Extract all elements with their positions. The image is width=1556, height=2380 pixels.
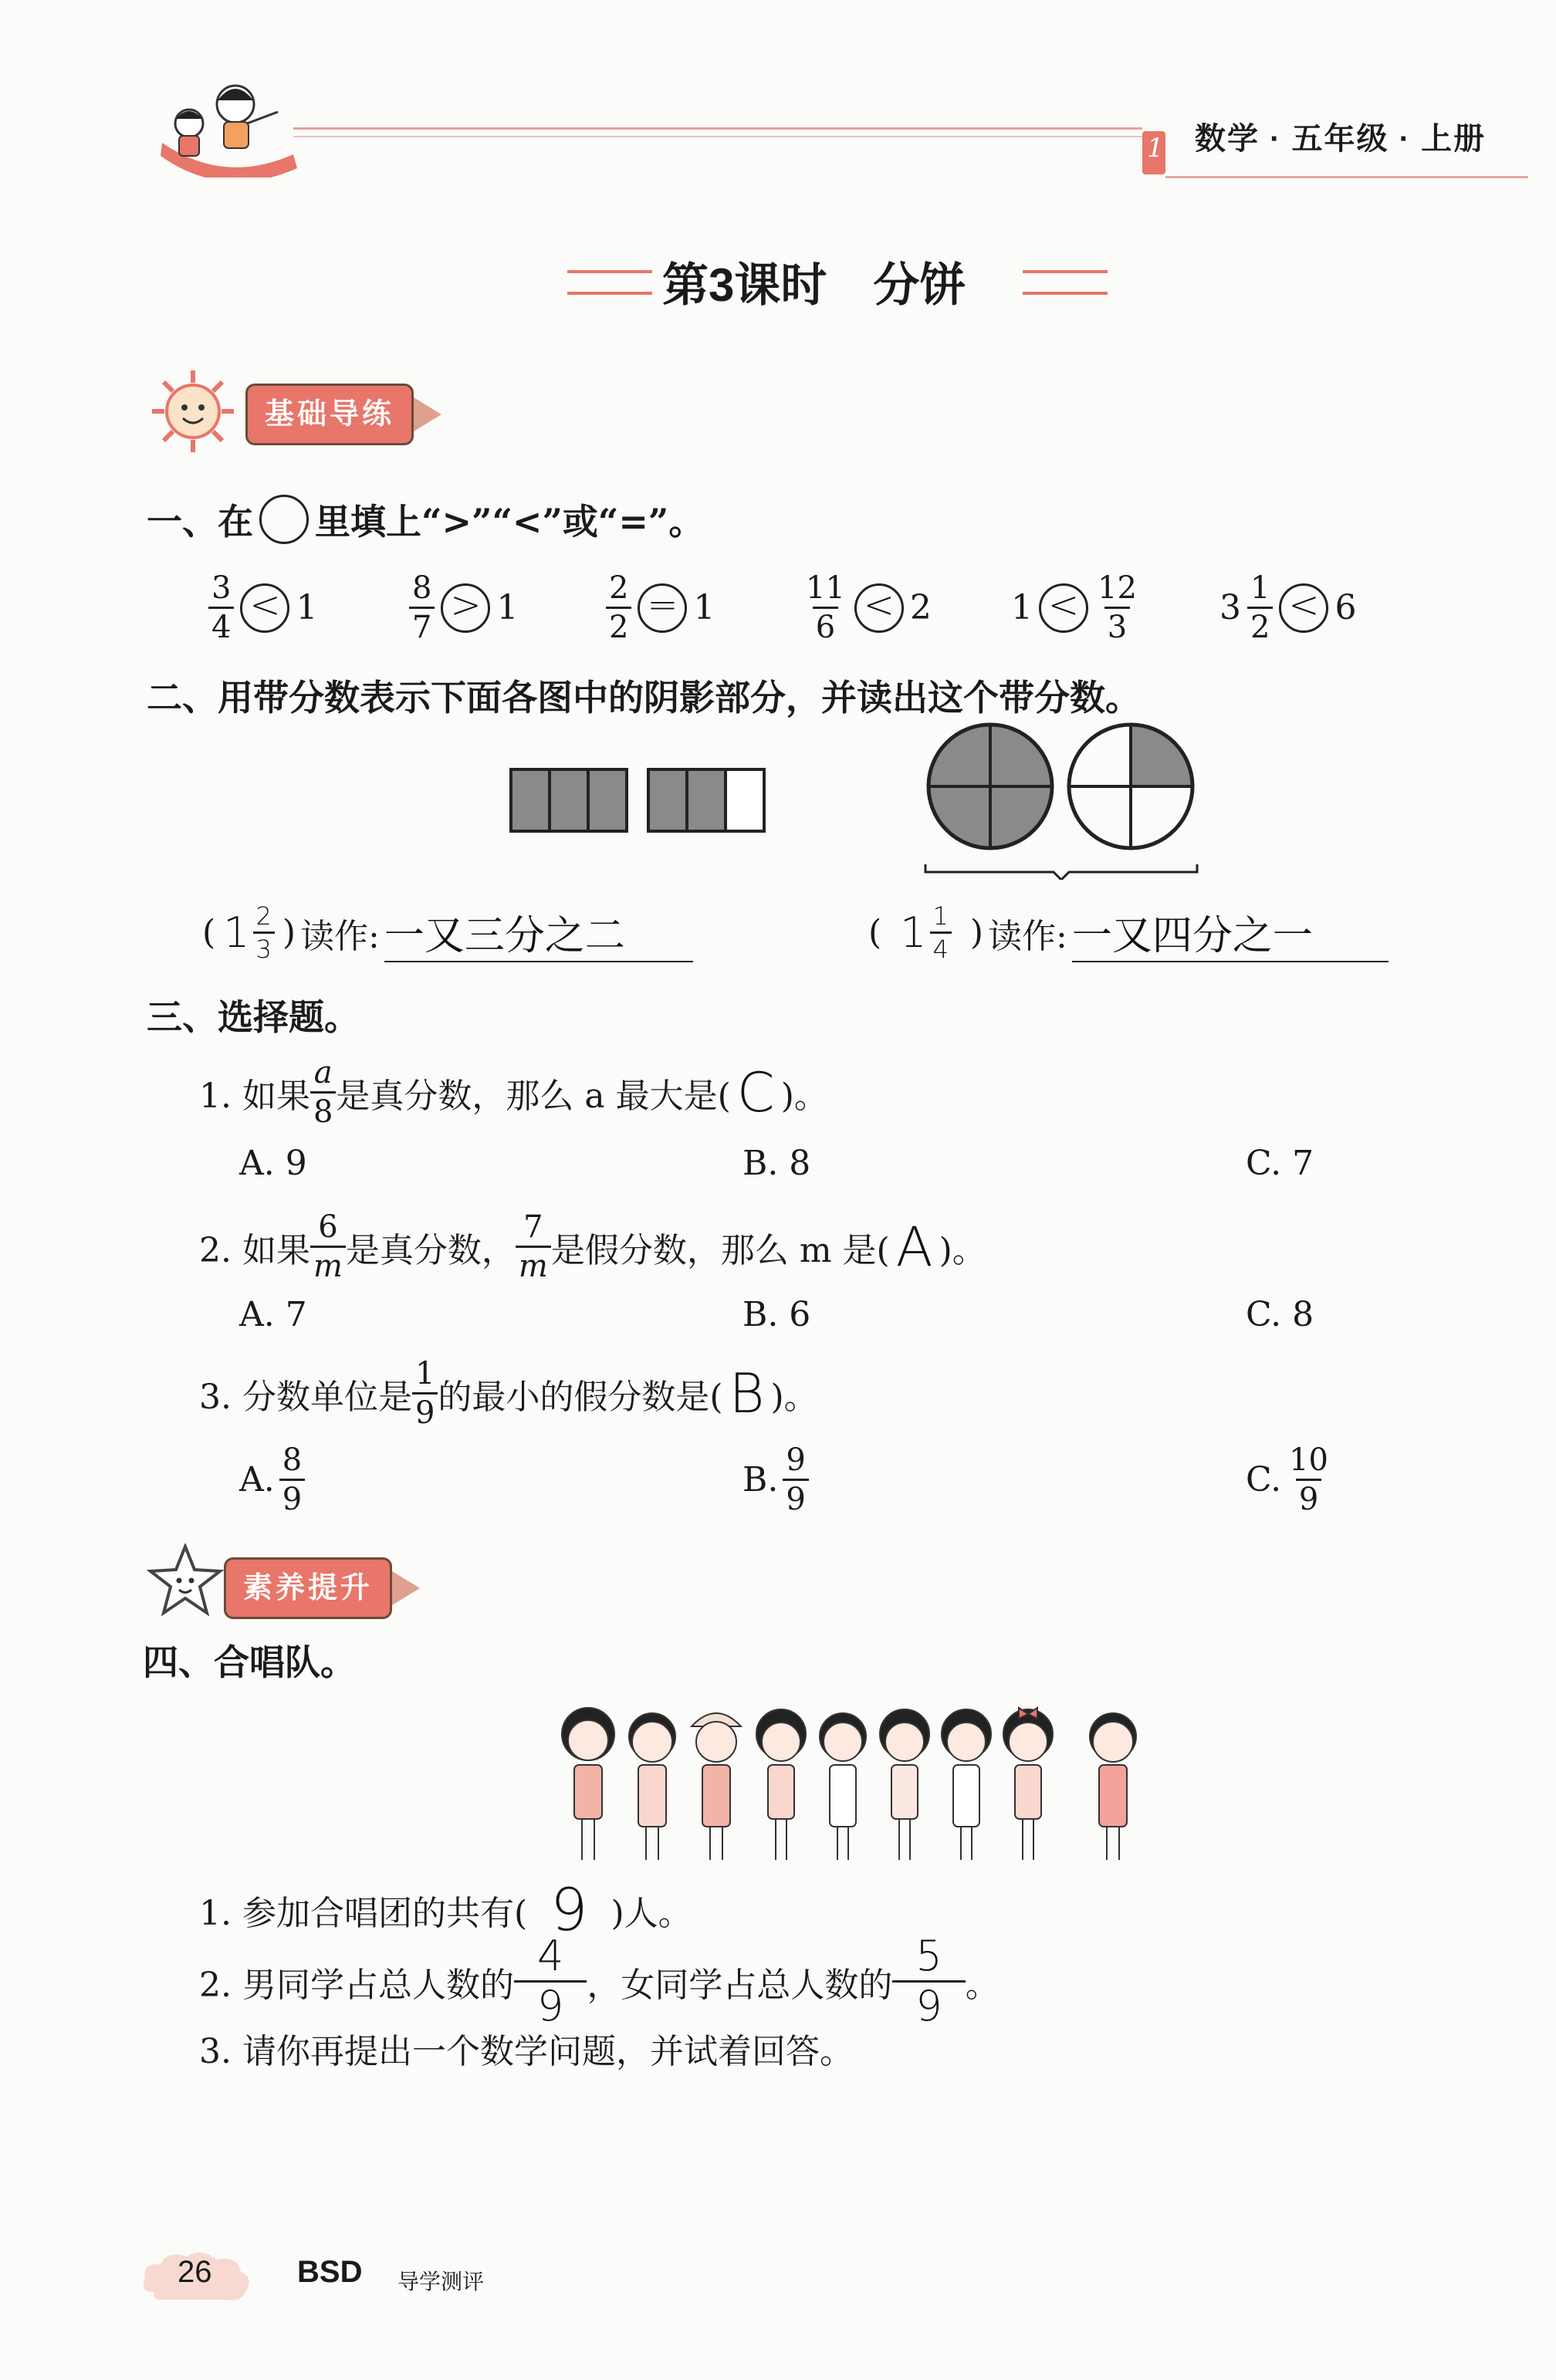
header-rule-lower — [293, 136, 1142, 137]
q3-prompt: 三、选择题。 — [147, 996, 360, 1038]
q4-item-2: 2. 男同学占总人数的 $\frac{4}{9}$ ，女同学占总人数的 $\frac{5}{9}$ 。 — [199, 1932, 1000, 2030]
option-a: A. $\frac{8}{9}$ — [239, 1445, 305, 1515]
q2-prompt: 二、用带分数表示下面各图中的阴影部分，并读出这个带分数。 — [147, 677, 1141, 718]
q1-item-3: $\frac{2}{2}$ = 1 — [606, 573, 715, 643]
handwritten-answer[interactable]: 9 — [550, 1875, 588, 1944]
reading-field[interactable]: 一又四分之一 — [1072, 903, 1389, 962]
fraction: $\frac{11}{6}$ — [806, 570, 845, 645]
figure-circles — [922, 722, 1200, 880]
fraction: $\frac{12}{3}$ — [1098, 570, 1137, 645]
fraction: $\frac{3}{4}$ — [208, 573, 234, 643]
handwritten-fraction[interactable]: $\frac{5}{9}$ — [892, 1935, 965, 2027]
pencil-tip-icon — [392, 1571, 420, 1605]
handwritten-fraction[interactable]: $\frac{4}{9}$ — [514, 1935, 587, 2027]
option-b: B. 6 — [742, 1295, 811, 1334]
option-c: C. 7 — [1246, 1144, 1314, 1183]
fraction: $\frac{1}{2}$ — [1247, 573, 1273, 643]
answer-circle[interactable]: < — [1039, 583, 1088, 633]
q2-answer-a: ( 1 $\frac{2}{3}$ ) 读作: 一又三分之二 — [202, 903, 693, 962]
q3-item-3: 3. 分数单位是 $\frac{1}{9}$ 的最小的假分数是( B )。 — [199, 1356, 818, 1431]
answer-circle[interactable]: < — [1279, 583, 1328, 633]
pencil-tip-icon — [414, 397, 441, 431]
fraction: $\frac{a}{8}$ — [310, 1057, 336, 1127]
handwritten-answer[interactable]: 1 $\frac{1}{4}$ — [900, 904, 952, 962]
handwritten-answer[interactable]: C — [736, 1060, 775, 1124]
handwritten-answer[interactable]: 1 $\frac{2}{3}$ — [223, 904, 275, 962]
reading-field[interactable]: 一又三分之二 — [384, 903, 693, 962]
footer-series: 导学测评 — [397, 2270, 485, 2294]
figure-rectangles — [509, 768, 772, 837]
sun-icon — [151, 369, 235, 454]
q1-item-2: $\frac{8}{7}$ > 1 — [409, 573, 518, 643]
fraction: $\frac{2}{2}$ — [606, 573, 631, 643]
header-illustration — [154, 69, 309, 177]
header-rule-right — [1165, 176, 1528, 178]
section-basic-banner — [245, 384, 441, 445]
handwritten-answer[interactable]: B — [729, 1361, 765, 1425]
unit-mark-label: 1 — [1147, 133, 1164, 164]
q3-item-2: 2. 如果 $\frac{6}{m}$ 是真分数， $\frac{7}{m}$ 是假分数，那么 m 是( A )。 — [199, 1209, 986, 1284]
q4-item-1: 1. 参加合唱团的共有( 9 )人。 — [199, 1875, 692, 1944]
lesson-title: 第3课时 分饼 — [662, 259, 966, 311]
fraction: $\frac{6}{m}$ — [310, 1212, 346, 1282]
handwritten-answer[interactable]: A — [895, 1215, 933, 1279]
option-b: B. $\frac{9}{9}$ — [742, 1445, 809, 1515]
q2-answer-b: ( 1 $\frac{1}{4}$ ) 读作: 一又四分之一 — [868, 903, 1389, 962]
section-advanced-banner — [224, 1557, 420, 1619]
fraction: $\frac{8}{7}$ — [409, 573, 435, 643]
q1-prompt: 一、在 里填上“>”“<”或“=”。 — [147, 494, 704, 545]
answer-circle[interactable]: < — [854, 583, 904, 633]
option-c: C. $\frac{10}{9}$ — [1246, 1442, 1328, 1517]
option-b: B. 8 — [742, 1144, 811, 1183]
blank-circle-icon — [259, 495, 309, 544]
header-rule — [293, 127, 1142, 130]
title-deco-right — [1023, 270, 1108, 295]
q1-item-6: 3 $\frac{1}{2}$ < 6 — [1219, 570, 1357, 645]
answer-circle[interactable]: > — [441, 583, 490, 633]
fraction: $\frac{1}{9}$ — [412, 1358, 438, 1428]
title-deco-left — [567, 270, 652, 295]
section-basic-label: 基础导练 — [245, 384, 414, 445]
footer-code: BSD — [297, 2255, 363, 2289]
header-brand: 数学 · 五年级 · 上册 — [1195, 122, 1487, 156]
fraction: $\frac{7}{m}$ — [516, 1212, 551, 1282]
q1-item-5: 1 < $\frac{12}{3}$ — [1011, 573, 1140, 643]
page-number: 26 — [178, 2255, 212, 2289]
q4-prompt: 四、合唱队。 — [143, 1641, 356, 1683]
option-c: C. 8 — [1246, 1295, 1314, 1334]
answer-circle[interactable]: < — [240, 583, 289, 633]
q1-item-1: $\frac{3}{4}$ < 1 — [208, 573, 317, 643]
option-a: A. 7 — [239, 1295, 307, 1334]
answer-circle[interactable]: = — [638, 583, 687, 633]
q3-item-1: 1. 如果 $\frac{a}{8}$ 是真分数，那么 a 最大是( C )。 — [199, 1055, 828, 1130]
q4-item-3: 3. 请你再提出一个数学问题，并试着回答。 — [199, 2032, 854, 2071]
section-advanced-label: 素养提升 — [224, 1557, 392, 1619]
star-icon — [147, 1543, 224, 1617]
choir-illustration — [556, 1694, 1150, 1868]
option-a: A. 9 — [239, 1144, 307, 1183]
q1-item-4: $\frac{11}{6}$ < 2 — [803, 573, 932, 643]
